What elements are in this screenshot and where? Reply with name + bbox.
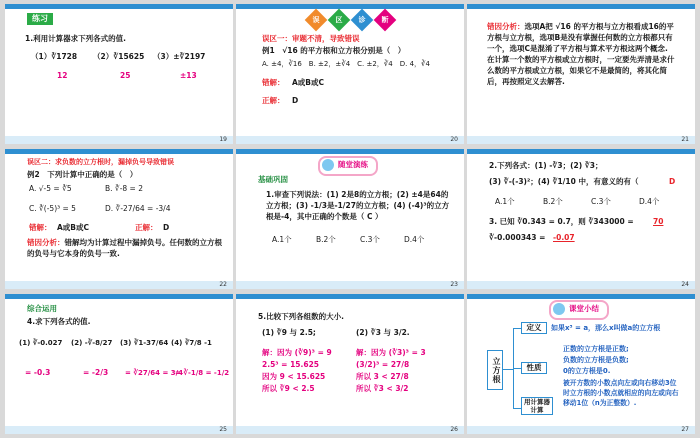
calculator-text: 被开方数的小数点向左或向右移动3位时立方根的小数点就相应的向左或向右移动1位（n为正整数）. bbox=[563, 379, 679, 407]
options-text: A. ±4，∛16 B. ±2，±∛4 C. ±2，∛4 D. 4，∛4 bbox=[262, 60, 430, 68]
section-title: 基础巩固 bbox=[258, 175, 288, 184]
answer-2: = -2/3 bbox=[83, 368, 109, 377]
slide-top-bar bbox=[467, 149, 695, 154]
option-a: A.1个 bbox=[495, 197, 515, 206]
property-2: 负数的立方根是负数; bbox=[563, 356, 629, 364]
question-3: 3. 已知 ∛0.343 = 0.7，则 ∛343000 = bbox=[489, 217, 634, 226]
correct-label: 正解： bbox=[262, 96, 285, 105]
subtitle: 误区一：审题不清，导致错误 bbox=[262, 34, 360, 43]
item-1: (1) ∛-0.027 bbox=[19, 339, 63, 347]
item-2: (2) -∛-8/27 bbox=[71, 339, 113, 347]
slide-top-bar bbox=[5, 4, 233, 9]
sol2-line-3: 所以 3 < 27/8 bbox=[356, 372, 409, 381]
analysis-paragraph bbox=[487, 21, 677, 87]
answer-2: 25 bbox=[120, 71, 131, 80]
slide-footer bbox=[467, 426, 695, 434]
option-c: C.3个 bbox=[360, 235, 380, 244]
slide-footer bbox=[467, 136, 695, 144]
page-number: 23 bbox=[450, 281, 458, 288]
section-badge: 随堂演练 bbox=[318, 156, 378, 176]
option-d: D. ∛-27/64 = -3/4 bbox=[105, 204, 171, 213]
item-4: (4) ∛7/8 -1 bbox=[171, 339, 212, 347]
slide-23[interactable] bbox=[236, 149, 464, 289]
item-1: (1) ∛9 与 2.5; bbox=[262, 328, 316, 337]
answer-4: = ∛-1/8 = -1/2 bbox=[175, 369, 230, 377]
slide-top-bar bbox=[236, 4, 464, 9]
analysis-text: 错解均为计算过程中漏掉负号。任何数的立方根的负号与它本身的负号一致. bbox=[27, 238, 222, 258]
diamond-4: 断 bbox=[374, 9, 397, 32]
error-label: 错解： bbox=[29, 223, 52, 232]
slide-26[interactable] bbox=[236, 294, 464, 434]
page-number: 24 bbox=[681, 281, 689, 288]
item-2: （2）∛15625 bbox=[93, 52, 145, 61]
diamond-2: 区 bbox=[328, 9, 351, 32]
center-box: 立方根 bbox=[487, 350, 503, 390]
sol2-line-2: (3/2)³ = 27/8 bbox=[356, 360, 410, 369]
option-b: B.2个 bbox=[316, 235, 336, 244]
slide-19[interactable] bbox=[5, 4, 233, 144]
answer-3: ±13 bbox=[180, 71, 197, 80]
page-number: 20 bbox=[450, 136, 458, 143]
sol1-line-4: 所以 ∛9 < 2.5 bbox=[262, 384, 315, 393]
page-number: 26 bbox=[450, 426, 458, 433]
slide-24[interactable] bbox=[467, 149, 695, 289]
slide-footer bbox=[5, 281, 233, 289]
page-number: 25 bbox=[219, 426, 227, 433]
item-3: (3) ∛1-37/64 bbox=[120, 339, 169, 347]
slide-21[interactable] bbox=[467, 4, 695, 144]
option-b: B. ∛-8 = 2 bbox=[105, 184, 143, 193]
analysis-paragraph bbox=[27, 237, 223, 259]
slide-20[interactable] bbox=[236, 4, 464, 144]
error-value: A或B或C bbox=[57, 223, 90, 232]
question-text: 1.利用计算器求下列各式的值. bbox=[25, 34, 126, 43]
option-c: C.3个 bbox=[591, 197, 611, 206]
answer-1: 12 bbox=[57, 71, 68, 80]
correct-label: 正解： bbox=[135, 223, 158, 232]
connector bbox=[513, 368, 521, 369]
question-2: 2.下列各式：(1) -∛3；(2) ∛3； bbox=[489, 161, 603, 170]
branch-calculator: 用计算器计算 bbox=[521, 397, 553, 415]
slide-footer bbox=[236, 281, 464, 289]
connector bbox=[503, 369, 513, 370]
diamond-3: 诊 bbox=[351, 9, 374, 32]
slide-top-bar bbox=[467, 4, 695, 9]
correct-value: D bbox=[292, 96, 299, 105]
section-badge: 课堂小结 bbox=[549, 300, 609, 320]
slide-top-bar bbox=[236, 149, 464, 154]
slide-top-bar bbox=[467, 294, 695, 299]
option-a: A.1个 bbox=[272, 235, 292, 244]
option-a: A. √-5 = ∛5 bbox=[29, 184, 72, 193]
question-3b-answer: -0.07 bbox=[553, 233, 575, 242]
question-text: 4.求下列各式的值. bbox=[27, 317, 91, 326]
diamond-1: 误 bbox=[305, 9, 328, 32]
property-3: 0的立方根是0. bbox=[563, 367, 611, 375]
section-title: 综合运用 bbox=[27, 304, 57, 313]
page-number: 19 bbox=[219, 136, 227, 143]
sol1-line-3: 因为 9 < 15.625 bbox=[262, 372, 326, 381]
property-1: 正数的立方根是正数; bbox=[563, 345, 629, 353]
question-text: 1.审查下列说法：(1) 2是8的立方根；(2) ±4是64的立方根；(3) -1/3是-1/27的立方根；(4) (-4)³的立方根是-4，其中正确的个数是（ C ） bbox=[266, 190, 450, 221]
question-text: 5.比较下列各组数的大小. bbox=[258, 312, 344, 321]
page-number: 21 bbox=[681, 136, 689, 143]
analysis-label: 错因分析： bbox=[27, 238, 65, 247]
slide-footer bbox=[236, 136, 464, 144]
item-2: (2) ∛3 与 3/2. bbox=[356, 328, 410, 337]
item-1: （1）∛1728 bbox=[31, 52, 78, 61]
slide-top-bar bbox=[5, 149, 233, 154]
slide-footer bbox=[236, 426, 464, 434]
error-value: A或B或C bbox=[292, 78, 325, 87]
answer-3: = ∛27/64 = 3/4 bbox=[125, 369, 184, 377]
slide-top-bar bbox=[236, 294, 464, 299]
slide-25[interactable] bbox=[5, 294, 233, 434]
slide-footer bbox=[467, 281, 695, 289]
slide-22[interactable] bbox=[5, 149, 233, 289]
question-3-answer: 70 bbox=[653, 217, 664, 226]
connector bbox=[513, 408, 521, 409]
badge-icon bbox=[553, 303, 565, 315]
slide-top-bar bbox=[5, 294, 233, 299]
subtitle: 误区二：求负数的立方根时，漏掉负号导致错误 bbox=[27, 158, 174, 166]
section-tag: 练习 bbox=[27, 13, 53, 25]
question-2-answer: D bbox=[669, 177, 676, 186]
option-c: C. ∛(-5)³ = 5 bbox=[29, 204, 76, 213]
sol2-line-1: 解：因为 (∛3)³ = 3 bbox=[356, 348, 426, 357]
option-d: D.4个 bbox=[639, 197, 660, 206]
error-label: 错解： bbox=[262, 78, 285, 87]
page-number: 22 bbox=[219, 281, 227, 288]
badge-icon bbox=[322, 159, 334, 171]
option-d: D.4个 bbox=[404, 235, 425, 244]
correct-value: D bbox=[163, 223, 170, 232]
connector bbox=[513, 328, 521, 329]
option-b: B.2个 bbox=[543, 197, 563, 206]
question-3b: ∛-0.000343 = bbox=[489, 233, 546, 242]
definition-text: 如果x³ = a，那么x叫做a的立方根 bbox=[551, 324, 661, 332]
sol2-line-4: 所以 ∛3 < 3/2 bbox=[356, 384, 409, 393]
analysis-text: 选项A把 √16 的平方根与立方根看成16的平方根与立方根，选项B是没有掌握任何数的立方根都只有一个，选项C是混淆了平方根与算术平方根这两个概念. 在计算一个数的平方根或立方根时，一定要先弄清是求什么数的平方根或立方根，如果它不是最简的，将其化简后，再按照定义去解答. bbox=[487, 22, 675, 86]
analysis-label: 错因分析： bbox=[487, 22, 525, 31]
sol1-line-1: 解：因为 (∛9)³ = 9 bbox=[262, 348, 332, 357]
branch-properties: 性质 bbox=[521, 362, 547, 374]
slide-27[interactable] bbox=[467, 294, 695, 434]
sol1-line-2: 2.5³ = 15.625 bbox=[262, 360, 320, 369]
question-2-cont: (3) ∛-(-3)²；(4) ∛1/10 中，有意义的有（ bbox=[489, 177, 639, 186]
example-text: 例2 下列计算中正确的是（ ） bbox=[27, 170, 138, 179]
slide-footer bbox=[5, 136, 233, 144]
item-3: （3）±∛2197 bbox=[153, 52, 206, 61]
answer-1: = -0.3 bbox=[25, 368, 51, 377]
page-number: 27 bbox=[681, 426, 689, 433]
example-text: 例1 √16 的平方根和立方根分别是（ ） bbox=[262, 46, 406, 55]
branch-definition: 定义 bbox=[521, 322, 547, 334]
slide-footer bbox=[5, 426, 233, 434]
